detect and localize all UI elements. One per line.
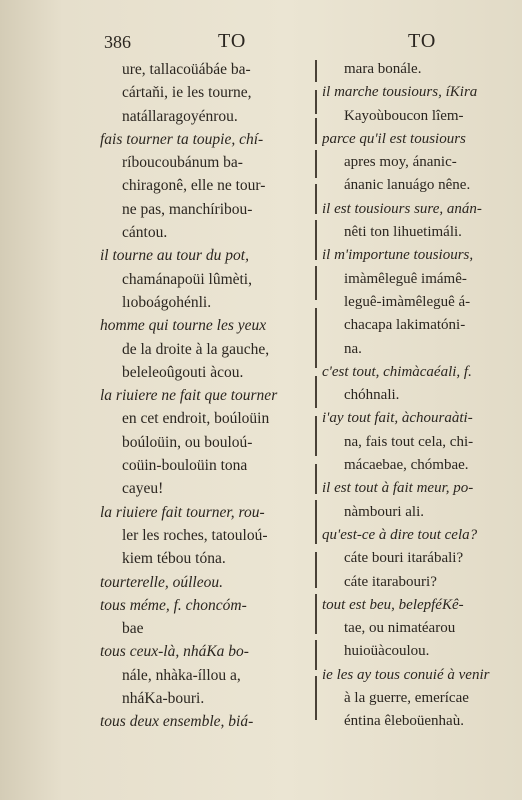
text-line: il est tout à fait meur, po- [322, 480, 474, 497]
text-line: chamánapoüi lûmèti, [122, 270, 252, 288]
text-line: mácaebae, chómbae. [344, 457, 469, 474]
text-line: chiragonê, elle ne tour- [122, 177, 266, 195]
text-line: ie les ay tous conuié à venir [322, 666, 490, 683]
rule-segment [315, 90, 317, 114]
rule-segment [315, 150, 317, 178]
text-line: tourterelle, oúlleou. [100, 573, 223, 591]
column-divider [312, 60, 320, 720]
text-line: natállaragoyénrou. [122, 107, 238, 125]
text-line: tous ceux-là, nháKa bo- [100, 643, 249, 661]
text-line: parce qu'il est tousiours [322, 130, 466, 147]
text-line: nàmbouri ali. [344, 503, 424, 520]
text-line: la riuiere fait tourner, rou- [100, 503, 265, 521]
text-line: il est tousiours sure, anán- [322, 200, 482, 217]
running-head-left: TO [218, 30, 247, 52]
text-line: de la droite à la gauche, [122, 340, 270, 358]
rule-segment [315, 416, 317, 456]
text-line: na, fais tout cela, chi- [344, 433, 474, 450]
text-line: éntina êleboüenhaù. [344, 713, 464, 730]
page-number: 386 [104, 32, 131, 52]
page-header [0, 30, 522, 56]
text-line: cántou. [122, 224, 168, 242]
text-line: qu'est-ce à dire tout cela? [322, 526, 478, 543]
text-line: nháKa-bouri. [122, 690, 205, 708]
text-line: na. [344, 340, 362, 357]
text-line: ánanic lanuágo nêne. [344, 177, 471, 194]
rule-segment [315, 118, 317, 144]
text-line: cáte itarabouri? [344, 573, 437, 590]
text-line: ure, tallacoüábáe ba- [122, 61, 251, 78]
text-line: à la guerre, emerícae [344, 690, 469, 707]
text-line: nále, nhàka-íllou a, [122, 666, 241, 684]
text-line: fais tourner ta toupie, chí- [100, 130, 264, 148]
text-line: beleleoûgouti àcou. [122, 363, 244, 381]
text-line: c'est tout, chimàcaéali, f. [322, 363, 472, 380]
running-head-right: TO [408, 30, 437, 52]
text-line: nêti ton lihuetimáli. [344, 224, 462, 241]
text-line: tous deux ensemble, biá- [100, 713, 254, 731]
text-line: boúloüin, ou bouloú- [122, 433, 253, 451]
rule-segment [315, 464, 317, 494]
rule-segment [315, 266, 317, 300]
text-line: tous méme, f. choncóm- [100, 596, 247, 614]
text-line: il m'importune tousiours, [322, 247, 474, 264]
right-column [322, 58, 518, 734]
left-column [100, 58, 312, 734]
text-line: coüin-bouloüin tona [122, 457, 248, 475]
rule-segment [315, 184, 317, 214]
rule-segment [315, 220, 317, 260]
text-line: tout est beu, belepféKê- [322, 596, 464, 613]
text-line: apres moy, ánanic- [344, 154, 457, 171]
rule-segment [315, 594, 317, 634]
text-line: kiem tébou tóna. [122, 550, 226, 568]
text-line: la riuiere ne fait que tourner [100, 387, 278, 405]
text-line: bae [122, 620, 144, 638]
rule-segment [315, 676, 317, 720]
text-line: chóhnali. [344, 387, 400, 404]
text-line: il marche tousiours, íKira [322, 84, 478, 101]
rule-segment [315, 552, 317, 588]
text-line: tae, ou nimatéarou [344, 620, 456, 637]
text-line: ríboucoubánum ba- [122, 154, 243, 172]
text-line: en cet endroit, boúloüin [122, 410, 270, 428]
text-line: mara bonále. [344, 61, 422, 77]
text-line: chacapa lakimatóni- [344, 317, 466, 334]
text-line: i'ay tout fait, àchouraàti- [322, 410, 473, 427]
text-line: lıoboágohénli. [122, 293, 212, 311]
text-line: il tourne au tour du pot, [100, 247, 249, 265]
text-line: cártaňi, ie les tourne, [122, 84, 252, 102]
rule-segment [315, 376, 317, 408]
text-line: cáte bouri itarábali? [344, 550, 464, 567]
text-line: cayeu! [122, 480, 164, 498]
text-line: leguê-imàmêleguê á- [344, 293, 471, 310]
rule-segment [315, 308, 317, 368]
text-line: ne pas, manchíribou- [122, 200, 253, 218]
text-line: ler les roches, tatouloú- [122, 526, 268, 544]
text-line: imàmêleguê imámê- [344, 270, 467, 287]
rule-segment [315, 60, 317, 82]
text-line: Kayoùboucon lîem- [344, 107, 464, 124]
text-line: homme qui tourne les yeux [100, 317, 267, 335]
text-line: huioüàcoulou. [344, 643, 430, 660]
rule-segment [315, 640, 317, 670]
rule-segment [315, 500, 317, 544]
